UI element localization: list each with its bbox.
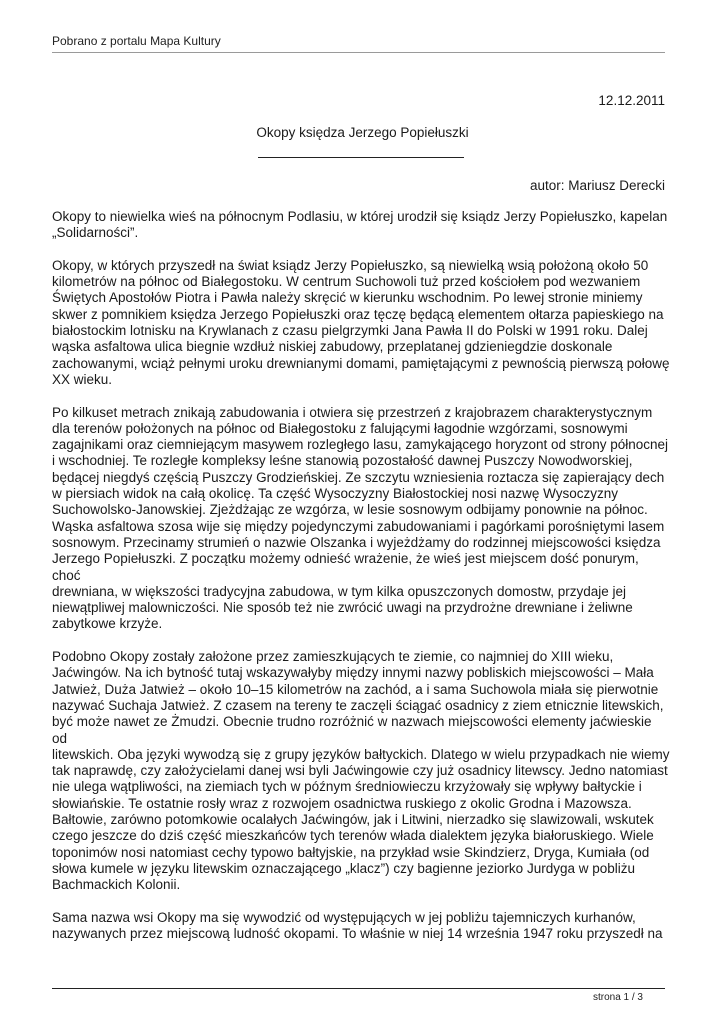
paragraph-4: Podobno Okopy zostały założone przez zamieszkujących te ziemie, co najmniej do XIII wieku, Jaćwingów. Na ich bytność tutaj wskazywałyby między innymi nazwy pobliskich miejscowości – Mała Jatwież, Duża Jatwież – około 10–15 kilometrów na zachód, a i sama Suchowola miała się pierwotnie nazywać Suchaja Jatwież. Z czasem na tereny te zaczęli ściągać osadnicy z ziem etnicznie litewskich, być może nawet ze Żmudzi. Obecnie trudno rozróżnić w nazwach miejscowości elementy jaćwieskie od litewskich. Oba języki wywodzą się z grupy języków bałtyckich. Dlatego w wielu przypadkach nie wiemy tak naprawdę, czy założycielami danej wsi byli Jaćwingowie czy już osadnicy litewscy. Jedno natomiast nie ulega wątpliwości, na ziemiach tych w późnym średniowieczu krzyżowały się wpływy bałtyckie i słowiańskie. Te ostatnie rosły wraz z rozwojem osadnictwa ruskiego z okolic Grodna i Mazowsza. Bałtowie, zarówno potomkowie ocalałych Jaćwingów, jak i Litwini, nierzadko się slawizowali, wskutek czego jeszcze do dziś część mieszkańców tych terenów włada dialektem języka białoruskiego. Wiele toponimów nosi natomiast cechy typowo bałtyjskie, na przykład wsie Skindzierz, Dryga, Kumiała (od słowa kumele w języku litewskim oznaczającego „klacz”) czy bagienne jeziorko Jurdyga w pobliżu Bachmackich Kolonii.: [52, 649, 670, 893]
paragraph-5: Sama nazwa wsi Okopy ma się wywodzić od występujących w jej pobliżu tajemniczych kurhanów, nazywanych przez miejscową ludność okopami. To właśnie w niej 14 września 1947 roku przyszedł na: [52, 909, 663, 942]
paragraph-3: Po kilkuset metrach znikają zabudowania i otwiera się przestrzeń z krajobrazem charakterystycznym dla terenów położonych na północ od Białegostoku z falującymi łagodnie wzgórzami, sosnowymi zagajnikami oraz ciemniejącym masywem rozległego lasu, zamykającego horyzont od strony północnej i wschodniej. Te rozległe kompleksy leśne stanowią pozostałość dawnej Puszczy Nowodworskiej, będącej niegdyś częścią Puszczy Grodzieńskiej. Ze szczytu wzniesienia roztacza się zapierający dech w piersiach widok na całą okolicę. Ta część Wysoczyzny Białostockiej nosi nazwę Wysoczyzny Suchowolsko-Janowskiej. Zjeżdżając ze wzgórza, w lesie sosnowym odbijamy ponownie na północ. Wąska asfaltowa szosa wije się między pojedynczymi zabudowaniami i pagórkami porośniętymi lasem sosnowym. Przecinamy strumień o nazwie Olszanka i wyjeżdżamy do rodzinnej miejscowości księdza Jerzego Popiełuszki. Z początku możemy odnieść wrażenie, że wieś jest miejscem dość ponurym, choć drewniana, w większości tradycyjna zabudowa, w tym kilka opuszczonych domostw, przydaje jej niewątpliwej malowniczości. Nie sposób też nie zwrócić uwagi na przydrożne drewniane i żeliwne zabytkowe krzyże.: [52, 404, 669, 632]
title-underline: [258, 157, 464, 158]
article-author: autor: Mariusz Derecki: [529, 178, 665, 193]
portal-header-text: Pobrano z portalu Mapa Kultury: [52, 34, 221, 48]
paragraph-2: Okopy, w których przyszedł na świat ksiądz Jerzy Popiełuszko, są niewielką wsią położoną około 50 kilometrów na północ od Białegostoku. W centrum Suchowoli tuż przed kościołem pod wezwaniem Świętych Apostołów Piotra i Pawła należy skręcić w kierunku wschodnim. Po lewej stronie miniemy skwer z pomnikiem księdza Jerzego Popiełuszki oraz tęczę będącą elementem ołtarza papieskiego na białostockim lotnisku na Krywlanach z czasu pielgrzymki Jana Pawła II do Polski w 1991 roku. Dalej wąska asfaltowa ulica biegnie wzdłuż niskiej zabudowy, przeplatanej gdzieniegdzie doskonale zachowanymi, wciąż pełnymi uroku drewnianymi domami, pamiętającymi z pewnością pierwszą połowę XX wieku.: [52, 257, 670, 387]
header-divider: [52, 52, 665, 53]
article-date: 12.12.2011: [598, 93, 665, 108]
page-number: strona 1 / 3: [592, 992, 643, 1003]
paragraph-1: Okopy to niewielka wieś na północnym Podlasiu, w której urodził się ksiądz Jerzy Popiełuszko, kapelan „Solidarności”.: [52, 209, 668, 241]
footer-divider: [52, 988, 665, 989]
article-body: [52, 209, 670, 959]
article-title: Okopy księdza Jerzego Popiełuszki: [256, 125, 469, 140]
